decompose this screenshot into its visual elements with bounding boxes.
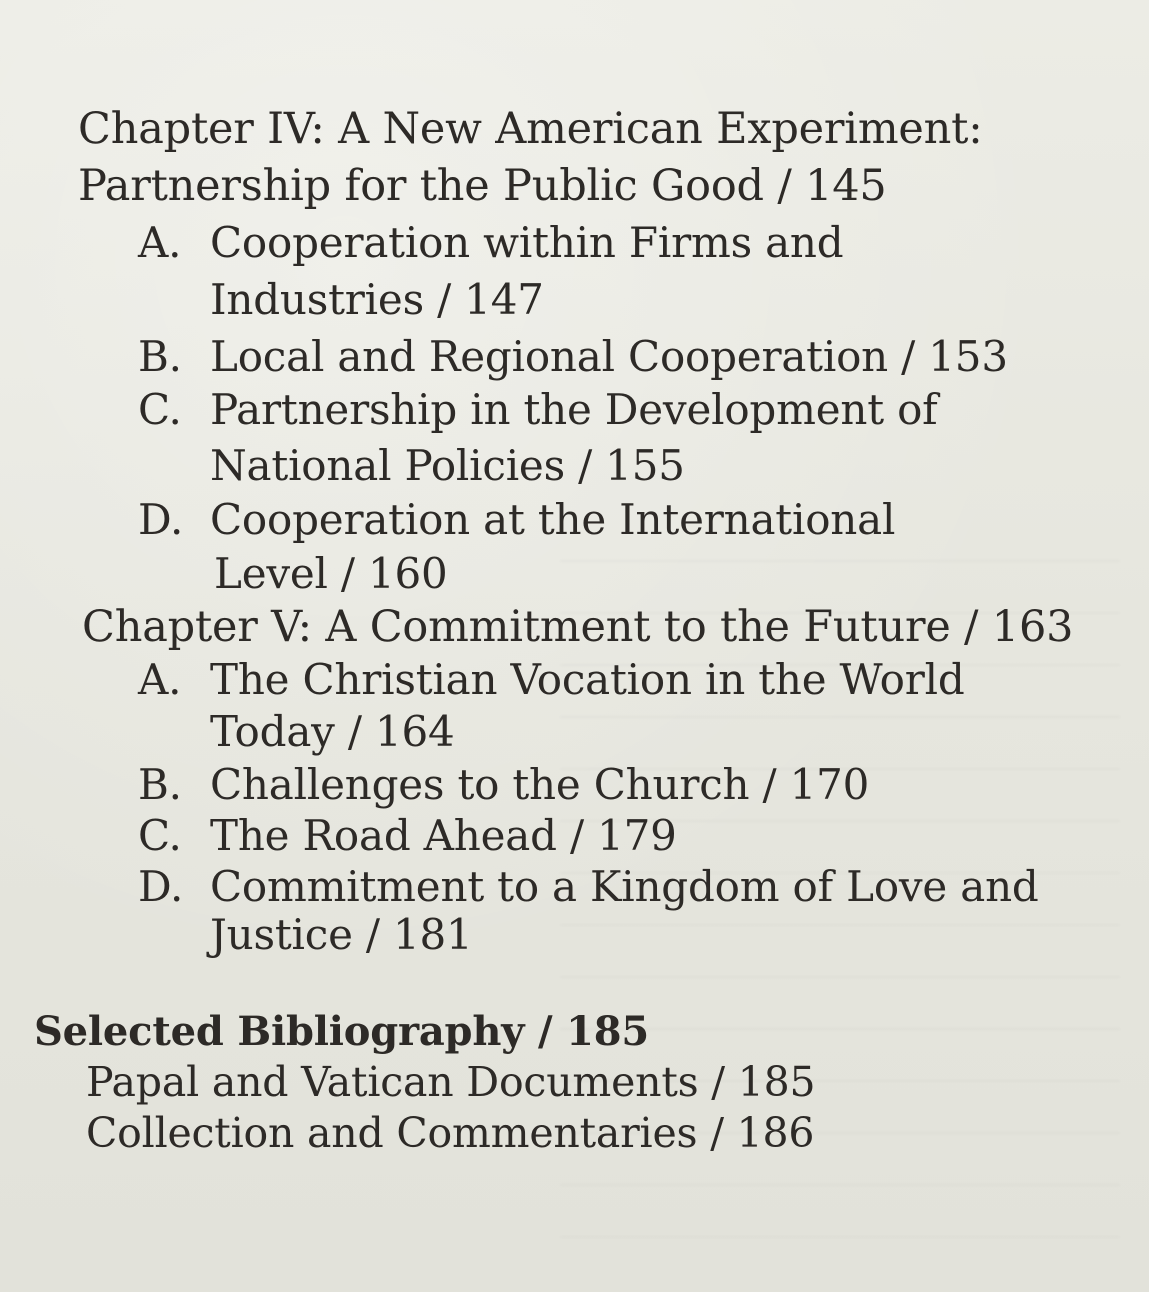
chapter-iv-item-c-continued: National Policies / 155 xyxy=(210,441,685,490)
item-text: Commitment to a Kingdom of Love and xyxy=(210,862,1039,911)
chapter-v-item-a xyxy=(138,655,965,704)
chapter-v-title: Chapter V: A Commitment to the Future / 163 xyxy=(82,602,1074,652)
item-text: Local and Regional Cooperation / 153 xyxy=(210,332,1008,381)
item-text: Partnership in the Development of xyxy=(210,385,938,434)
bibliography-item-papal: Papal and Vatican Documents / 185 xyxy=(86,1058,816,1106)
item-text: The Christian Vocation in the World xyxy=(210,655,965,704)
item-letter: B. xyxy=(138,760,182,809)
chapter-v-item-b xyxy=(138,760,870,809)
item-text: Cooperation at the International xyxy=(210,495,896,544)
item-letter: D. xyxy=(138,495,184,544)
chapter-v-item-d xyxy=(138,862,1039,911)
bibliography-heading: Selected Bibliography / 185 xyxy=(34,1008,650,1055)
item-text: Challenges to the Church / 170 xyxy=(210,760,870,809)
item-letter: D. xyxy=(138,862,184,911)
chapter-iv-title-line-2: Partnership for the Public Good / 145 xyxy=(78,161,887,211)
chapter-iv-item-a xyxy=(138,218,844,267)
item-letter: B. xyxy=(138,332,182,381)
bibliography-item-commentaries: Collection and Commentaries / 186 xyxy=(86,1109,815,1157)
item-letter: A. xyxy=(138,655,182,704)
chapter-iv-item-d-continued: Level / 160 xyxy=(214,549,448,598)
item-text: Cooperation within Firms and xyxy=(210,218,844,267)
item-text: The Road Ahead / 179 xyxy=(210,811,677,860)
item-letter: A. xyxy=(138,218,182,267)
item-letter: C. xyxy=(138,811,182,860)
chapter-iv-item-d xyxy=(138,495,896,544)
item-letter: C. xyxy=(138,385,182,434)
chapter-iv-item-a-continued: Industries / 147 xyxy=(210,275,544,324)
chapter-v-item-d-continued: Justice / 181 xyxy=(210,910,473,959)
chapter-iv-item-b xyxy=(138,332,1008,381)
chapter-iv-title-line-1: Chapter IV: A New American Experiment: xyxy=(78,104,983,154)
chapter-v-item-a-continued: Today / 164 xyxy=(210,707,455,756)
chapter-iv-item-c xyxy=(138,385,938,434)
chapter-v-item-c xyxy=(138,811,677,860)
